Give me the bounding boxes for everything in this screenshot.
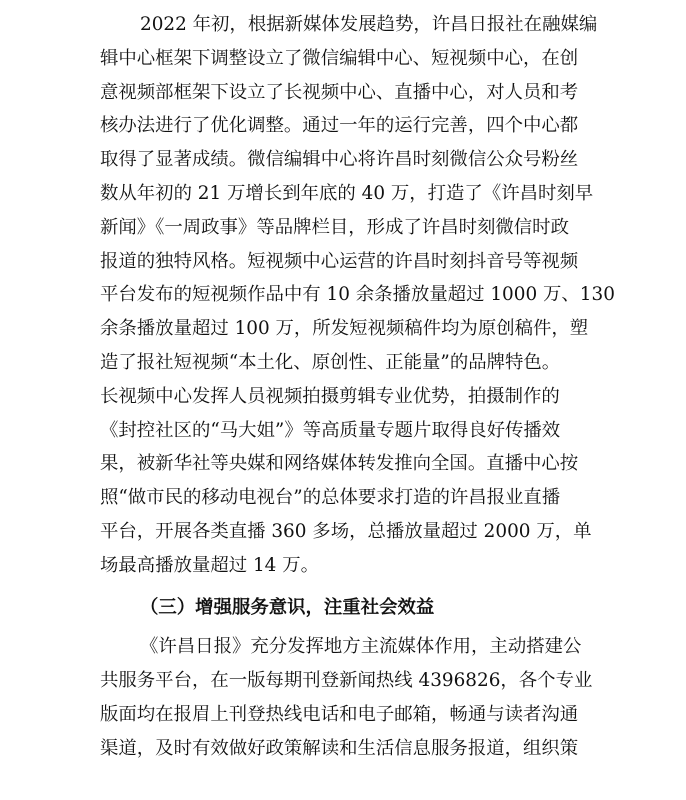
text-line: 辑中心框架下调整设立了微信编辑中心、短视频中心，在创 [100, 47, 579, 69]
text-line: 场最高播放量超过 14 万。 [100, 554, 319, 576]
text-line: 《封控社区的“马大姐”》等高质量专题片取得良好传播效 [100, 419, 561, 441]
paragraph-media-centers [100, 8, 615, 583]
text-line: 平台发布的短视频作品中有 10 余条播放量超过 1000 万、130 [100, 284, 615, 306]
text-line: 版面均在报眉上刊登热线电话和电子邮箱，畅通与读者沟通 [100, 703, 579, 725]
text-line: 余条播放量超过 100 万，所发短视频稿件均为原创稿件，塑 [100, 318, 589, 340]
text-line: 意视频部框架下设立了长视频中心、直播中心，对人员和考 [100, 81, 579, 103]
text-line: 果，被新华社等央媒和网络媒体转发推向全国。直播中心按 [100, 453, 579, 475]
text-line: 新闻》《一周政事》等品牌栏目，形成了许昌时刻微信时政 [100, 216, 569, 238]
text-line: 数从年初的 21 万增长到年底的 40 万，打造了《许昌时刻早 [100, 182, 594, 204]
text-line: 《许昌日报》充分发挥地方主流媒体作用，主动搭建公 [140, 636, 582, 658]
text-line: 报道的独特风格。短视频中心运营的许昌时刻抖音号等视频 [100, 250, 579, 272]
text-line: 2022 年初，根据新媒体发展趋势，许昌日报社在融媒编 [140, 14, 598, 35]
text-line: 长视频中心发挥人员视频拍摄剪辑专业优势，拍摄制作的 [100, 385, 560, 407]
text-line: 照“做市民的移动电视台”的总体要求打造的许昌报业直播 [100, 487, 561, 509]
text-line: 核办法进行了优化调整。通过一年的运行完善，四个中心都 [100, 115, 579, 137]
text-line: 造了报社短视频“本土化、原创性、正能量”的品牌特色。 [100, 351, 561, 373]
text-line: 平台，开展各类直播 360 多场，总播放量超过 2000 万，单 [100, 520, 592, 542]
text-line: 渠道，及时有效做好政策解读和生活信息服务报道，组织策 [100, 737, 579, 759]
section-heading: （三）增强服务意识，注重社会效益 [140, 596, 435, 618]
text-line: 共服务平台，在一版每期刊登新闻热线 4396826，各个专业 [100, 670, 593, 692]
text-line: 取得了显著成绩。微信编辑中心将许昌时刻微信公众号粉丝 [100, 149, 579, 171]
paragraph-public-service [100, 630, 593, 765]
